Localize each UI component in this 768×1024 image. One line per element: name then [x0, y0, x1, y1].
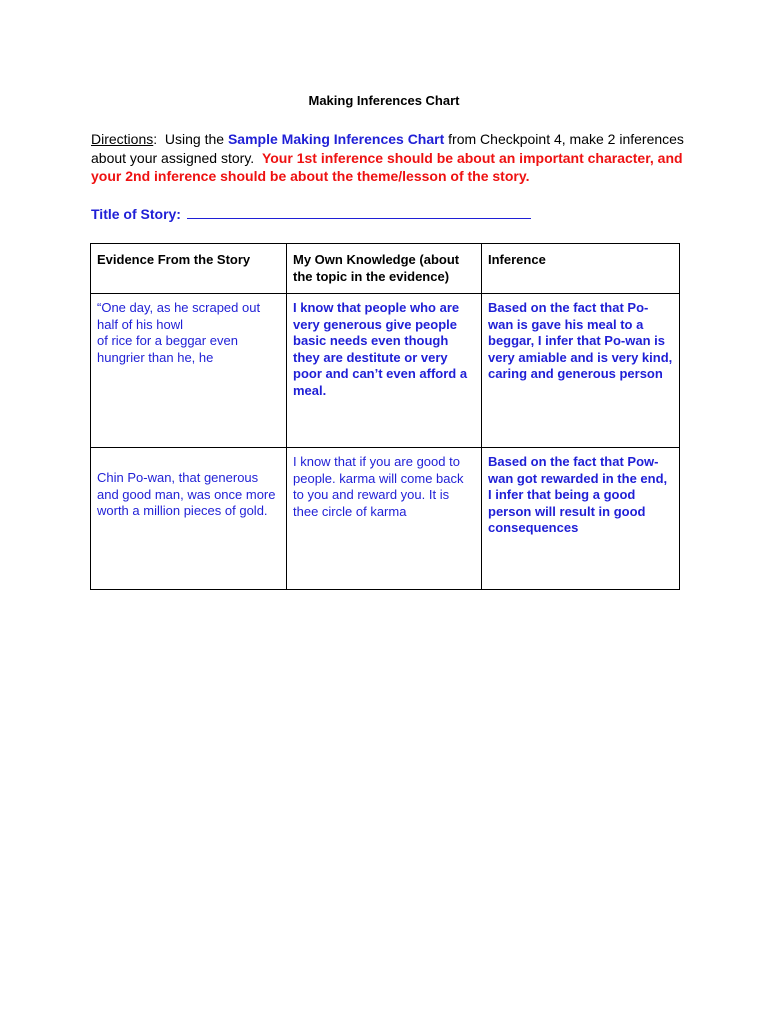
document-title: Making Inferences Chart [308, 93, 460, 108]
row1-inference: Based on the fact that Po-wan is gave his meal to a beggar, I infer that Po-wan is very amiable and is very kind, caring and generous person [482, 294, 680, 448]
row1-evidence [91, 294, 287, 448]
row1-evidence-line: of rice for a beggar even hungrier than he, he [97, 333, 238, 365]
story-title-line [91, 205, 531, 222]
story-title-label: Title of Story: [91, 206, 181, 222]
directions-text-2: from Checkpoint 4, make 2 inferences about your assigned story. [91, 131, 688, 166]
header-evidence: Evidence From the Story [91, 244, 287, 294]
sample-chart-reference: Sample Making Inferences Chart [227, 131, 445, 147]
story-title-blank[interactable] [187, 205, 531, 219]
row2-inference: Based on the fact that Pow-wan got rewarded in the end, I infer that being a good person will result in good consequences [482, 448, 680, 590]
directions-instruction: Your 1st inference should be about an important character, and your 2nd inference should be about the theme/lesson of the story. [91, 149, 683, 184]
inferences-table [90, 243, 680, 590]
row2-evidence: Chin Po-wan, that generous and good man, was once more worth a million pieces of gold. [91, 448, 287, 590]
table-row [91, 294, 680, 448]
directions-label: Directions [91, 131, 154, 147]
header-knowledge: My Own Knowledge (about the topic in the evidence) [287, 244, 482, 294]
table-header-row [91, 244, 680, 294]
directions-paragraph [91, 130, 691, 186]
header-inference: Inference [482, 244, 680, 294]
row1-evidence-line: “One day, as he scraped out half of his howl [97, 300, 261, 332]
directions-colon: : [153, 131, 158, 147]
table-row [91, 448, 680, 590]
row2-knowledge: I know that if you are good to people. karma will come back to you and reward you. It is thee circle of karma [287, 448, 482, 590]
row1-knowledge: I know that people who are very generous give people basic needs even though they are destitute or very poor and can’t even afford a meal. [287, 294, 482, 448]
directions-text-1: Using the [157, 131, 228, 147]
